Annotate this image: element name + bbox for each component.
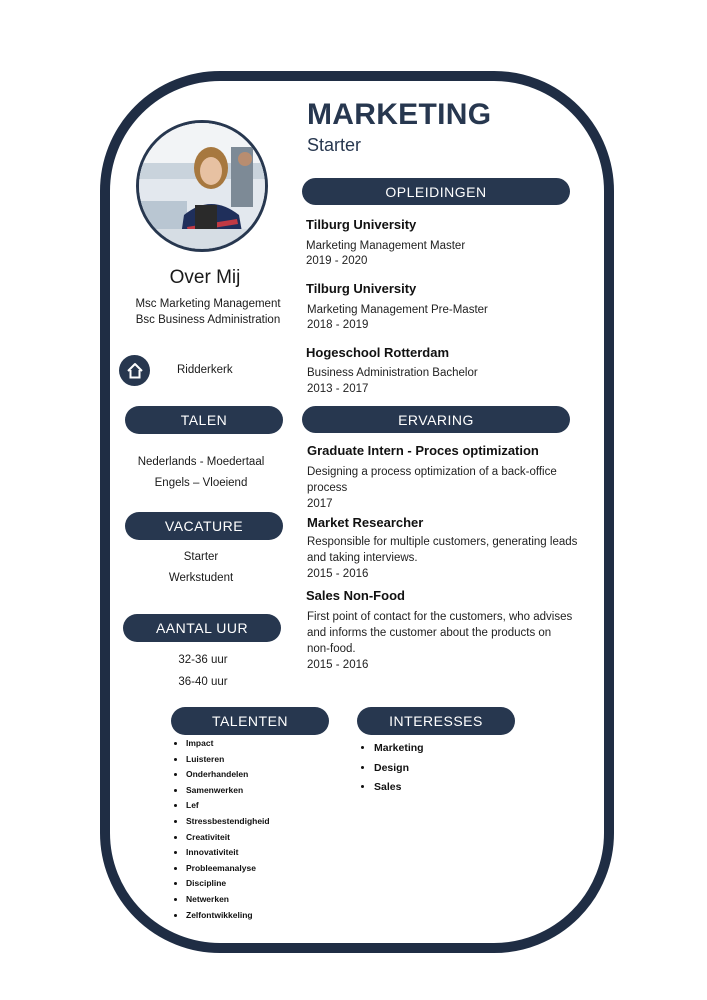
section-talen: TALEN [125,406,283,434]
section-vacature: VACATURE [125,512,283,540]
hours-item: 32-36 uur [178,654,228,666]
talent-item: • Onderhandelen [186,767,330,783]
experience-role: Graduate Intern - Proces optimization [307,443,539,458]
interest-item: • Design [374,759,518,779]
location-text: Ridderkerk [177,364,233,376]
education-school: Tilburg University [306,217,417,232]
education-program: Marketing Management Master [306,240,466,252]
section-ervaring: ERVARING [302,406,570,433]
talent-item: • Innovativiteit [186,845,330,861]
vacancy-item: Starter [183,551,219,563]
about-line: Bsc Business Administration [135,314,281,326]
language-item: Nederlands - Moedertaal [137,456,265,468]
vacancy-item: Werkstudent [168,572,234,584]
experience-years: 2015 - 2016 [307,659,369,671]
page-subtitle: Starter [307,135,362,155]
education-years: 2019 - 2020 [306,255,368,267]
experience-role: Sales Non-Food [306,588,405,603]
experience-years: 2017 [307,498,333,510]
interest-item: • Sales [374,778,518,798]
education-years: 2013 - 2017 [307,383,369,395]
interests-list [358,739,518,798]
language-item: Engels – Vloeiend [154,477,248,489]
talent-item: • Discipline [186,876,330,892]
talent-item: • Impact [186,736,330,752]
interest-item: • Marketing [374,739,518,759]
talent-item: • Lef [186,798,330,814]
experience-description: First point of contact for the customers, who advises and informs the customer about the products on non-food. [307,611,573,655]
section-interesses: INTERESSES [357,707,515,735]
talents-list [170,736,330,923]
education-program: Marketing Management Pre-Master [307,304,488,316]
talent-item: • Luisteren [186,752,330,768]
experience-description: Designing a process optimization of a back-office process [307,466,557,494]
education-school: Tilburg University [306,281,417,296]
page-title: MARKETING [307,98,492,131]
about-line: Msc Marketing Management [135,298,281,310]
hours-item: 36-40 uur [178,676,228,688]
education-program: Business Administration Bachelor [307,367,478,379]
talent-item: • Zelfontwikkeling [186,908,330,924]
experience-role: Market Researcher [307,515,424,530]
about-heading: Over Mij [169,267,241,288]
profile-photo-illustration [139,123,265,249]
talent-item: • Probleemanalyse [186,861,330,877]
talent-item: • Creativiteit [186,830,330,846]
profile-photo [136,120,268,252]
experience-years: 2015 - 2016 [307,568,369,580]
section-opleidingen: OPLEIDINGEN [302,178,570,205]
education-school: Hogeschool Rotterdam [306,345,450,360]
talent-item: • Stressbestendigheid [186,814,330,830]
section-talenten: TALENTEN [171,707,329,735]
talent-item: • Samenwerken [186,783,330,799]
talent-item: • Netwerken [186,892,330,908]
home-icon [119,355,150,386]
section-aantal-uur: AANTAL UUR [123,614,281,642]
education-years: 2018 - 2019 [307,319,369,331]
experience-description: Responsible for multiple customers, generating leads and taking interviews. [307,536,578,564]
